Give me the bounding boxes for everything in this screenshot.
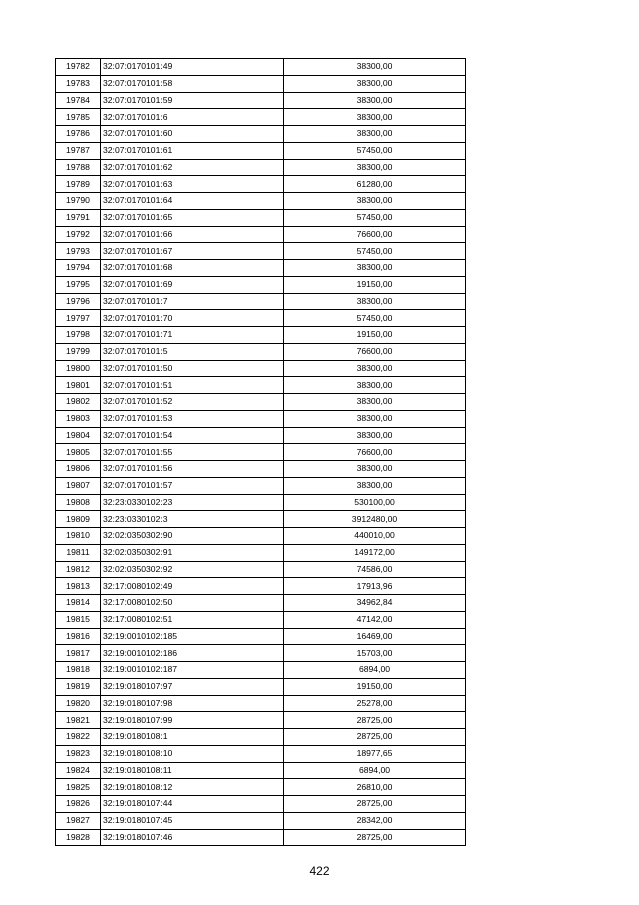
table-row (56, 796, 466, 813)
cadastral-number-cell: 32:07:0170101:7 (101, 293, 284, 310)
value-cell: 28725,00 (284, 729, 466, 746)
table-row (56, 444, 466, 461)
row-number-cell: 19807 (56, 477, 101, 494)
value-cell: 38300,00 (284, 59, 466, 76)
value-cell: 76600,00 (284, 343, 466, 360)
row-number-cell: 19785 (56, 109, 101, 126)
table-row (56, 410, 466, 427)
row-number-cell: 19822 (56, 729, 101, 746)
row-number-cell: 19812 (56, 561, 101, 578)
value-cell: 38300,00 (284, 377, 466, 394)
cadastral-number-cell: 32:02:0350302:91 (101, 544, 284, 561)
row-number-cell: 19803 (56, 410, 101, 427)
row-number-cell: 19789 (56, 176, 101, 193)
cadastral-number-cell: 32:07:0170101:59 (101, 92, 284, 109)
table-row (56, 762, 466, 779)
row-number-cell: 19809 (56, 511, 101, 528)
table-row (56, 494, 466, 511)
cadastral-number-cell: 32:07:0170101:63 (101, 176, 284, 193)
cadastral-number-cell: 32:07:0170101:61 (101, 142, 284, 159)
value-cell: 57450,00 (284, 142, 466, 159)
value-cell: 38300,00 (284, 477, 466, 494)
value-cell: 6894,00 (284, 762, 466, 779)
value-cell: 47142,00 (284, 611, 466, 628)
row-number-cell: 19820 (56, 695, 101, 712)
value-cell: 28725,00 (284, 796, 466, 813)
row-number-cell: 19805 (56, 444, 101, 461)
value-cell: 57450,00 (284, 310, 466, 327)
row-number-cell: 19782 (56, 59, 101, 76)
row-number-cell: 19804 (56, 427, 101, 444)
cadastral-number-cell: 32:19:0180107:98 (101, 695, 284, 712)
cadastral-number-cell: 32:07:0170101:60 (101, 126, 284, 143)
row-number-cell: 19787 (56, 142, 101, 159)
table-row (56, 327, 466, 344)
cadastral-number-cell: 32:19:0180107:45 (101, 812, 284, 829)
value-cell: 440010,00 (284, 528, 466, 545)
value-cell: 17913,96 (284, 578, 466, 595)
row-number-cell: 19791 (56, 209, 101, 226)
cadastral-number-cell: 32:19:0010102:187 (101, 662, 284, 679)
row-number-cell: 19808 (56, 494, 101, 511)
value-cell: 19150,00 (284, 276, 466, 293)
row-number-cell: 19828 (56, 829, 101, 846)
row-number-cell: 19800 (56, 360, 101, 377)
table-row (56, 812, 466, 829)
cadastral-number-cell: 32:07:0170101:53 (101, 410, 284, 427)
table-row (56, 729, 466, 746)
value-cell: 34962,84 (284, 595, 466, 612)
table-row (56, 662, 466, 679)
cadastral-number-cell: 32:07:0170101:54 (101, 427, 284, 444)
value-cell: 38300,00 (284, 461, 466, 478)
table-row (56, 427, 466, 444)
cadastral-number-cell: 32:07:0170101:67 (101, 243, 284, 260)
value-cell: 38300,00 (284, 109, 466, 126)
cadastral-number-cell: 32:02:0350302:90 (101, 528, 284, 545)
value-cell: 19150,00 (284, 327, 466, 344)
value-cell: 38300,00 (284, 427, 466, 444)
value-cell: 38300,00 (284, 360, 466, 377)
table-row (56, 75, 466, 92)
cadastral-number-cell: 32:07:0170101:55 (101, 444, 284, 461)
table-row (56, 377, 466, 394)
table-row (56, 310, 466, 327)
value-cell: 19150,00 (284, 678, 466, 695)
row-number-cell: 19794 (56, 260, 101, 277)
row-number-cell: 19796 (56, 293, 101, 310)
row-number-cell: 19790 (56, 193, 101, 210)
table-row (56, 712, 466, 729)
cadastral-number-cell: 32:23:0330102:3 (101, 511, 284, 528)
row-number-cell: 19798 (56, 327, 101, 344)
row-number-cell: 19825 (56, 779, 101, 796)
table-row (56, 595, 466, 612)
row-number-cell: 19811 (56, 544, 101, 561)
table-row (56, 578, 466, 595)
cadastral-number-cell: 32:19:0180108:12 (101, 779, 284, 796)
row-number-cell: 19786 (56, 126, 101, 143)
cadastral-number-cell: 32:07:0170101:49 (101, 59, 284, 76)
cadastral-number-cell: 32:07:0170101:56 (101, 461, 284, 478)
table-row (56, 209, 466, 226)
cadastral-number-cell: 32:19:0180108:1 (101, 729, 284, 746)
value-cell: 6894,00 (284, 662, 466, 679)
table-row (56, 360, 466, 377)
table-row (56, 293, 466, 310)
cadastral-number-cell: 32:07:0170101:65 (101, 209, 284, 226)
table-row (56, 678, 466, 695)
row-number-cell: 19821 (56, 712, 101, 729)
row-number-cell: 19819 (56, 678, 101, 695)
table-row (56, 695, 466, 712)
value-cell: 57450,00 (284, 209, 466, 226)
value-cell: 28342,00 (284, 812, 466, 829)
cadastral-number-cell: 32:19:0180108:11 (101, 762, 284, 779)
value-cell: 76600,00 (284, 226, 466, 243)
value-cell: 38300,00 (284, 159, 466, 176)
cadastral-number-cell: 32:07:0170101:6 (101, 109, 284, 126)
table-row (56, 276, 466, 293)
value-cell: 38300,00 (284, 75, 466, 92)
cadastral-number-cell: 32:07:0170101:64 (101, 193, 284, 210)
table-row (56, 243, 466, 260)
row-number-cell: 19801 (56, 377, 101, 394)
table-row (56, 142, 466, 159)
row-number-cell: 19815 (56, 611, 101, 628)
table-row (56, 159, 466, 176)
cadastral-number-cell: 32:07:0170101:69 (101, 276, 284, 293)
table-row (56, 92, 466, 109)
row-number-cell: 19797 (56, 310, 101, 327)
cadastral-number-cell: 32:19:0180107:46 (101, 829, 284, 846)
cadastral-number-cell: 32:17:0080102:49 (101, 578, 284, 595)
value-cell: 38300,00 (284, 410, 466, 427)
cadastral-number-cell: 32:19:0010102:186 (101, 645, 284, 662)
cadastral-number-cell: 32:07:0170101:52 (101, 394, 284, 411)
value-cell: 530100,00 (284, 494, 466, 511)
table-row (56, 59, 466, 76)
row-number-cell: 19814 (56, 595, 101, 612)
value-cell: 76600,00 (284, 444, 466, 461)
row-number-cell: 19823 (56, 745, 101, 762)
cadastral-number-cell: 32:19:0180107:97 (101, 678, 284, 695)
table-row (56, 461, 466, 478)
table-row (56, 511, 466, 528)
row-number-cell: 19799 (56, 343, 101, 360)
cadastral-number-cell: 32:19:0180107:44 (101, 796, 284, 813)
cadastral-number-cell: 32:07:0170101:5 (101, 343, 284, 360)
table-row (56, 394, 466, 411)
cadastral-number-cell: 32:07:0170101:62 (101, 159, 284, 176)
table-row (56, 611, 466, 628)
cadastral-number-cell: 32:19:0180107:99 (101, 712, 284, 729)
row-number-cell: 19802 (56, 394, 101, 411)
row-number-cell: 19816 (56, 628, 101, 645)
row-number-cell: 19817 (56, 645, 101, 662)
table-row (56, 343, 466, 360)
table-row (56, 544, 466, 561)
row-number-cell: 19826 (56, 796, 101, 813)
table-row (56, 628, 466, 645)
row-number-cell: 19813 (56, 578, 101, 595)
cadastral-number-cell: 32:07:0170101:71 (101, 327, 284, 344)
value-cell: 28725,00 (284, 829, 466, 846)
value-cell: 25278,00 (284, 695, 466, 712)
table-row (56, 193, 466, 210)
page-number: 422 (309, 864, 330, 878)
row-number-cell: 19792 (56, 226, 101, 243)
table-row (56, 477, 466, 494)
cadastral-number-cell: 32:07:0170101:68 (101, 260, 284, 277)
value-cell: 61280,00 (284, 176, 466, 193)
table-row (56, 829, 466, 846)
value-cell: 74586,00 (284, 561, 466, 578)
value-cell: 38300,00 (284, 92, 466, 109)
value-cell: 38300,00 (284, 193, 466, 210)
row-number-cell: 19795 (56, 276, 101, 293)
cadastral-number-cell: 32:17:0080102:50 (101, 595, 284, 612)
row-number-cell: 19827 (56, 812, 101, 829)
data-table (55, 58, 466, 846)
table-row (56, 226, 466, 243)
row-number-cell: 19783 (56, 75, 101, 92)
table-row (56, 528, 466, 545)
value-cell: 38300,00 (284, 260, 466, 277)
table-row (56, 645, 466, 662)
value-cell: 15703,00 (284, 645, 466, 662)
cadastral-number-cell: 32:07:0170101:57 (101, 477, 284, 494)
row-number-cell: 19818 (56, 662, 101, 679)
row-number-cell: 19806 (56, 461, 101, 478)
table-row (56, 561, 466, 578)
row-number-cell: 19810 (56, 528, 101, 545)
cadastral-number-cell: 32:19:0180108:10 (101, 745, 284, 762)
value-cell: 3912480,00 (284, 511, 466, 528)
table-row (56, 779, 466, 796)
cadastral-number-cell: 32:07:0170101:70 (101, 310, 284, 327)
value-cell: 57450,00 (284, 243, 466, 260)
row-number-cell: 19824 (56, 762, 101, 779)
row-number-cell: 19788 (56, 159, 101, 176)
cadastral-number-cell: 32:02:0350302:92 (101, 561, 284, 578)
value-cell: 28725,00 (284, 712, 466, 729)
cadastral-number-cell: 32:17:0080102:51 (101, 611, 284, 628)
cadastral-number-cell: 32:07:0170101:50 (101, 360, 284, 377)
value-cell: 149172,00 (284, 544, 466, 561)
table-row (56, 176, 466, 193)
cadastral-number-cell: 32:07:0170101:58 (101, 75, 284, 92)
cadastral-number-cell: 32:23:0330102:23 (101, 494, 284, 511)
value-cell: 16469,00 (284, 628, 466, 645)
cadastral-number-cell: 32:19:0010102:185 (101, 628, 284, 645)
table-row (56, 109, 466, 126)
table-body (56, 59, 466, 846)
table-row (56, 260, 466, 277)
cadastral-number-cell: 32:07:0170101:66 (101, 226, 284, 243)
cadastral-number-cell: 32:07:0170101:51 (101, 377, 284, 394)
value-cell: 38300,00 (284, 126, 466, 143)
value-cell: 18977,65 (284, 745, 466, 762)
row-number-cell: 19793 (56, 243, 101, 260)
value-cell: 38300,00 (284, 293, 466, 310)
table-row (56, 745, 466, 762)
value-cell: 38300,00 (284, 394, 466, 411)
table-row (56, 126, 466, 143)
value-cell: 26810,00 (284, 779, 466, 796)
row-number-cell: 19784 (56, 92, 101, 109)
